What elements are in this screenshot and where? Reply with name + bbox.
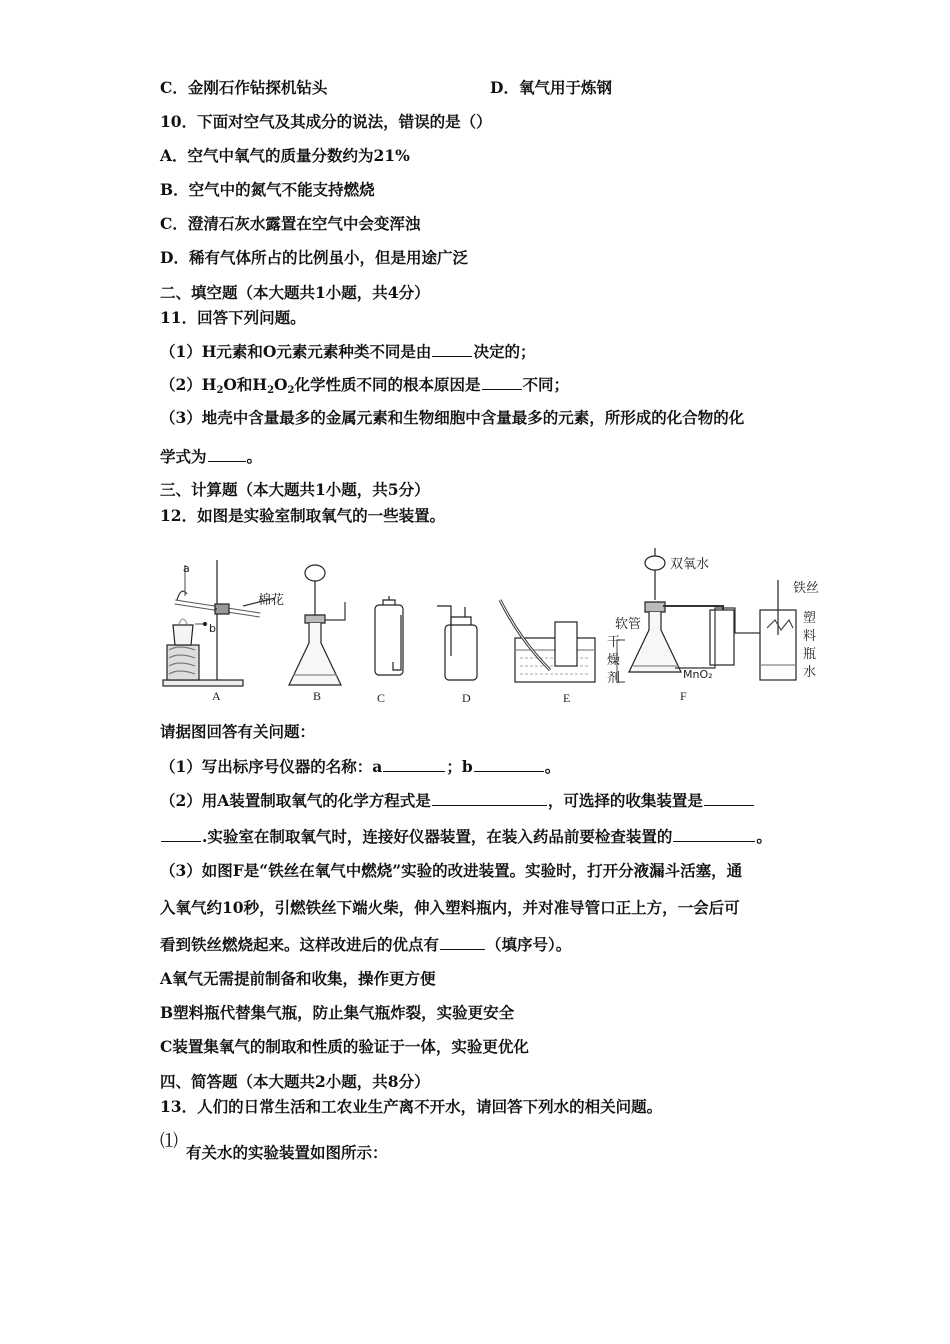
apparatus-e [500, 600, 595, 682]
apparatus-c [375, 596, 403, 675]
q11-part3-line2 [160, 446, 262, 467]
label-a: a [183, 562, 190, 575]
label-water: 水 [803, 665, 817, 680]
caption-f: F [680, 689, 687, 703]
q12-p2-text: （2）用A装置制取氧气的化学方程式是 [160, 791, 431, 810]
answer-blank[interactable] [704, 790, 754, 806]
q11-p1-text-after: 决定的； [473, 342, 536, 361]
caption-b: B [313, 689, 322, 703]
q12-choice-c: C装置集氧气的制取和性质的验证于一体，实验更优化 [160, 1037, 529, 1056]
q12-choice-b: B塑料瓶代替集气瓶，防止集气瓶炸裂，实验更安全 [160, 1003, 515, 1022]
q12-stem: 12．如图是实验室制取氧气的一些装置。 [160, 506, 446, 525]
answer-blank[interactable] [432, 790, 547, 806]
subscript: 2 [216, 385, 224, 396]
label-plastic-1: 塑 [803, 611, 817, 626]
answer-blank[interactable] [440, 934, 485, 950]
q12-p2-end: 。 [756, 827, 772, 846]
label-plastic-2: 料 [803, 629, 817, 644]
q13-part1-marker: ⑴ [160, 1131, 178, 1152]
q10-option-c: C．澄清石灰水露置在空气中会变浑浊 [160, 214, 421, 233]
answer-blank[interactable] [161, 826, 201, 842]
q11-p2-text-after: 不同； [522, 375, 570, 394]
q12-part3-line3 [160, 934, 571, 955]
q11-p3-text: 学式为 [160, 447, 207, 466]
q12-prompt: 请据图回答有关问题： [160, 722, 316, 741]
caption-c: C [377, 691, 386, 705]
q10-option-d: D．稀有气体所占的比例虽小，但是用途广泛 [160, 248, 468, 267]
q11-p1-text: （1）H元素和O元素元素种类不同是由 [160, 342, 432, 361]
label-dry-1: 干 [607, 635, 621, 650]
q12-p3-text: 看到铁丝燃烧起来。这样改进后的优点有 [160, 935, 440, 954]
q12-p1-after: 。 [544, 757, 561, 776]
q12-choice-a: A氧气无需提前制备和收集，操作更方便 [160, 969, 436, 988]
q11-p2-text: 化学性质不同的根本原因是 [294, 375, 481, 394]
q11-part1 [160, 341, 535, 362]
q13-part1-text: 有关水的实验装置如图所示： [186, 1143, 388, 1162]
q12-part2-line2 [160, 826, 772, 847]
answer-blank[interactable] [482, 374, 522, 390]
apparatus-b [289, 565, 345, 685]
label-h2o2: 双氧水 [670, 557, 710, 572]
caption-e: E [563, 691, 571, 705]
label-tube: 软管 [615, 617, 642, 632]
label-dry-2: 燥 [607, 653, 621, 668]
apparatus-a [163, 560, 275, 686]
label-plastic-3: 瓶 [803, 647, 817, 662]
q10-option-a: A．空气中氧气的质量分数约为21% [160, 146, 410, 165]
label-dry-3: 剂 [607, 671, 621, 686]
answer-blank-a[interactable] [383, 756, 445, 772]
caption-a: A [212, 689, 221, 703]
section4-heading: 四、简答题（本大题共2小题，共8分） [160, 1072, 430, 1091]
q11-part3-line1: （3）地壳中含量最多的金属元素和生物细胞中含量最多的元素，所形成的化合物的化 [160, 408, 745, 427]
caption-d: D [462, 691, 471, 705]
apparatus-figure [155, 540, 835, 710]
answer-blank-b[interactable] [474, 756, 544, 772]
q10-stem: 10．下面对空气及其成分的说法，错误的是（） [160, 112, 492, 131]
q12-part1 [160, 756, 560, 777]
answer-blank[interactable] [208, 446, 246, 462]
answer-blank[interactable] [673, 826, 755, 842]
q11-p2-text: O [274, 375, 288, 394]
q11-p2-text: （2）H [160, 375, 217, 394]
subscript: 2 [267, 385, 275, 396]
answer-blank[interactable] [432, 341, 472, 357]
q11-part2 [160, 374, 569, 401]
q9-option-c: C．金刚石作钻探机钻头 [160, 78, 328, 97]
apparatus-d [437, 606, 477, 680]
q10-option-b: B．空气中的氮气不能支持燃烧 [160, 180, 375, 199]
section3-heading: 三、计算题（本大题共1小题，共5分） [160, 480, 430, 499]
label-iron-wire: 铁丝 [793, 581, 820, 596]
q12-p3-after: （填序号）。 [486, 935, 572, 954]
label-b: b [209, 622, 216, 635]
subscript: 2 [287, 385, 295, 396]
q9-option-d: D．氧气用于炼钢 [490, 78, 612, 97]
q12-p1-text: （1）写出标序号仪器的名称：a [160, 757, 383, 776]
q12-part3-line1: （3）如图F是“铁丝在氧气中燃烧”实验的改进装置。实验时，打开分液漏斗活塞，通 [160, 861, 743, 880]
q12-p2-line2: .实验室在制取氧气时，连接好仪器装置，在装入药品前要检查装置的 [202, 827, 673, 846]
q13-stem: 13．人们的日常生活和工农业生产离不开水，请回答下列水的相关问题。 [160, 1097, 663, 1116]
q12-p2-mid: ，可选择的收集装置是 [547, 791, 703, 810]
label-mno2: MnO₂ [683, 668, 713, 681]
section2-heading: 二、填空题（本大题共1小题，共4分） [160, 283, 430, 302]
q12-part3-line2: 入氧气约10秒，引燃铁丝下端火柴，伸入塑料瓶内，并对准导管口正上方，一会后可 [160, 898, 740, 917]
q11-stem: 11．回答下列问题。 [160, 308, 306, 327]
q11-p3-text-after: 。 [246, 447, 263, 466]
q11-p2-text: O和H [223, 375, 268, 394]
q12-p1-mid: ；b [446, 757, 473, 776]
q12-part2-line1 [160, 790, 755, 811]
label-cotton: 棉花 [258, 593, 285, 608]
